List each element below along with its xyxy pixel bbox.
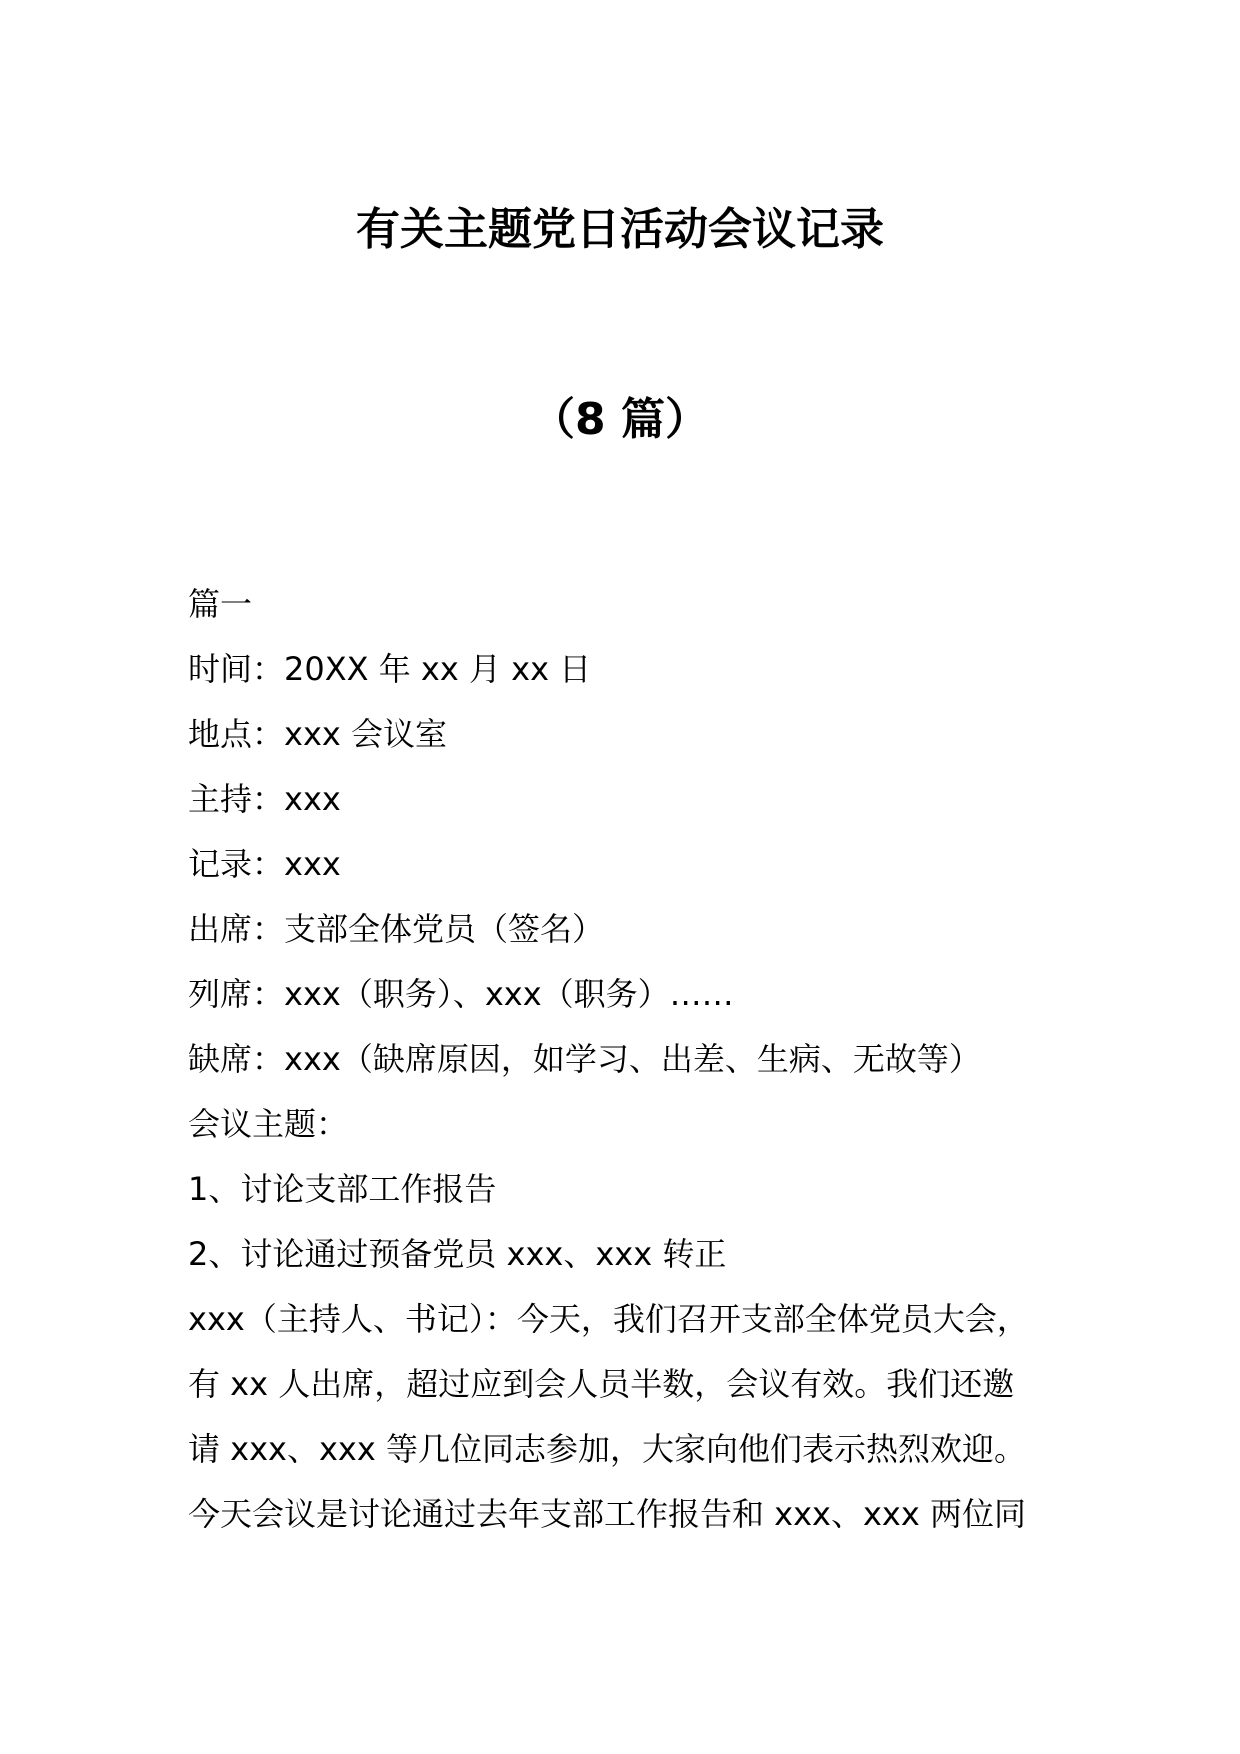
meeting-location: 地点：xxx 会议室 [188,715,447,753]
section-heading: 篇一 [188,585,253,623]
meeting-topic-item: 1、讨论支部工作报告 [188,1170,497,1208]
document-title: 有关主题党日活动会议记录 [356,204,884,255]
meeting-topic-item: 2、讨论通过预备党员 xxx、xxx 转正 [188,1235,727,1273]
meeting-host: 主持：xxx [188,780,341,818]
meeting-attendees: 出席：支部全体党员（签名） [188,910,605,948]
meeting-observers: 列席：xxx（职务）、xxx（职务）…… [188,975,734,1013]
paragraph-line: 今天会议是讨论通过去年支部工作报告和 xxx、xxx 两位同 [188,1495,1026,1533]
paragraph-line: xxx（主持人、书记）：今天，我们召开支部全体党员大会， [188,1300,1029,1338]
meeting-recorder: 记录：xxx [188,845,341,883]
paragraph-line: 请 xxx、xxx 等几位同志参加，大家向他们表示热烈欢迎。 [188,1430,1026,1468]
paragraph-line: 有 xx 人出席，超过应到会人员半数，会议有效。我们还邀 [188,1365,1015,1403]
meeting-time: 时间：20XX 年 xx 月 xx 日 [188,650,592,688]
meeting-topics-label: 会议主题： [188,1105,349,1143]
document-body [188,572,1088,1547]
document-subtitle: （8 篇） [531,394,709,445]
meeting-absentees: 缺席：xxx（缺席原因，如学习、出差、生病、无故等） [188,1040,981,1078]
